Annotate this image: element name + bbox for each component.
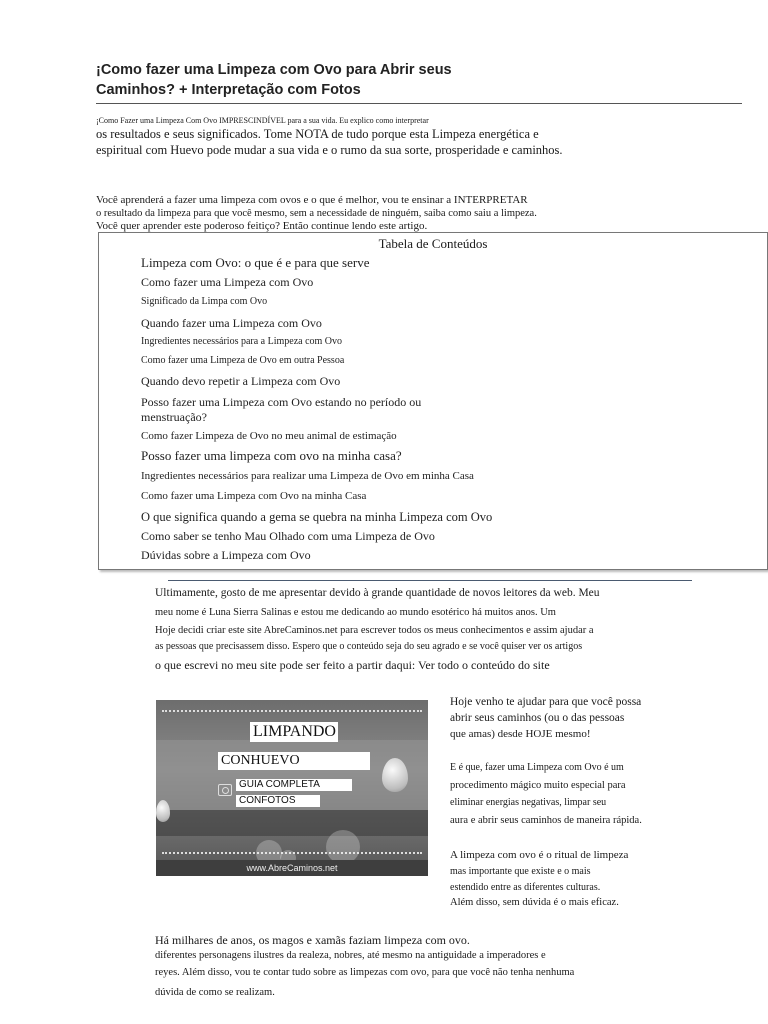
side-p2-line: aura e abrir seus caminhos de maneira rápida. [450,815,642,826]
toc-item[interactable]: Como saber se tenho Mau Olhado com uma Limpeza de Ovo [141,529,435,543]
intro-line-2: espiritual com Huevo pode mudar a sua vida e o rumo da sua sorte, prosperidade e caminhos. [96,143,563,157]
egg-illustration [382,758,408,792]
side-p1-line: Hoje venho te ajudar para que você possa [450,696,642,708]
history-line-4: dúvida de como se realizam. [155,987,275,998]
history-line-2: diferentes personagens ilustres da realeza, nobres, até mesmo na antiguidade a imperadores e [155,950,546,961]
toc-item[interactable]: Quando fazer uma Limpeza com Ovo [141,316,322,330]
banner-label-limpando: LIMPANDO [250,722,338,742]
side-p2-line: E é que, fazer uma Limpeza com Ovo é um [450,762,624,773]
history-line-3: reyes. Além disso, vou te contar tudo sobre as limpezas com ovo, para que você não tenha nenhuma [155,967,575,978]
bokeh-circle [326,830,360,864]
toc-item[interactable]: Dúvidas sobre a Limpeza com Ovo [141,548,311,562]
toc-item[interactable]: Ingredientes necessários para realizar uma Limpeza de Ovo em minha Casa [141,470,474,482]
toc-item[interactable]: Como fazer uma Limpeza de Ovo em outra Pessoa [141,355,345,366]
cleanse-banner-image [156,700,428,876]
history-line-1: Há milhares de anos, os magos e xamãs faziam limpeza com ovo. [155,933,470,947]
page-title-line-1: ¡Como fazer uma Limpeza com Ovo para Abrir seus [96,62,452,78]
toc-item[interactable]: Posso fazer uma limpeza com ovo na minha casa? [141,448,402,463]
toc-item[interactable]: Posso fazer uma Limpeza com Ovo estando no período ou [141,395,422,409]
table-of-contents [98,232,768,570]
about-line-3: Hoje decidi criar este site AbreCaminos.net para escrever todos os meus conhecimentos e assim ajudar a [155,625,594,636]
side-p3-line: estendido entre as diferentes culturas. [450,882,601,893]
intro-small: ¡Como Fazer uma Limpeza Com Ovo IMPRESCINDÍVEL para a sua vida. Eu explico como interpretar [96,116,429,125]
toc-item[interactable]: Significado da Limpa com Ovo [141,296,268,307]
banner-label-confotos: CONFOTOS [236,795,320,807]
toc-item-continued[interactable]: menstruação? [141,410,207,424]
egg-illustration [156,800,170,822]
section-divider [168,580,692,581]
banner-url: www.AbreCaminos.net [156,860,428,876]
toc-item[interactable]: Como fazer Limpeza de Ovo no meu animal de estimação [141,430,397,442]
toc-heading: Tabela de Conteúdos [378,236,488,251]
camera-icon [218,784,232,796]
toc-item[interactable]: Como fazer uma Limpeza com Ovo [141,275,314,289]
side-p3-line: A limpeza com ovo é o ritual de limpeza [450,849,629,861]
side-p3-line: Além disso, sem dúvida é o mais eficaz. [450,897,619,908]
toc-item[interactable]: Limpeza com Ovo: o que é e para que serve [141,255,370,270]
page-title-line-2: Caminhos? + Interpretação com Fotos [96,82,361,98]
learn-line-2: o resultado da limpeza para que você mesmo, sem a necessidade de ninguém, saiba como saiu a limpeza. [96,208,537,219]
toc-item[interactable]: Como fazer uma Limpeza com Ovo na minha Casa [141,490,367,502]
toc-item[interactable]: O que significa quando a gema se quebra na minha Limpeza com Ovo [141,510,493,524]
about-line-2: meu nome é Luna Sierra Salinas e estou me dedicando ao mundo esotérico há muitos anos. Um [155,607,556,618]
banner-label-conhuevo: CONHUEVO [218,752,370,770]
side-p1-line: abrir seus caminhos (ou o das pessoas [450,712,625,724]
banner-label-guia: GUIA COMPLETA [236,779,352,791]
side-p1-line: que amas) desde HOJE mesmo! [450,728,591,740]
about-line-1: Ultimamente, gosto de me apresentar devido à grande quantidade de novos leitores da web. Meu [155,587,600,599]
side-p2-line: eliminar energias negativas, limpar seu [450,797,607,808]
toc-item[interactable]: Ingredientes necessários para a Limpeza com Ovo [141,336,343,347]
about-line-5: o que escrevi no meu site pode ser feito a partir daqui: Ver todo o conteúdo do site [155,658,550,672]
side-p2-line: procedimento mágico muito especial para [450,780,626,791]
learn-line-1: Você aprenderá a fazer uma limpeza com ovos e o que é melhor, vou te ensinar a INTERPRETAR [96,194,528,206]
side-p3-line: mas importante que existe e o mais [450,866,591,877]
learn-line-3: Você quer aprender este poderoso feitiço? Então continue lendo este artigo. [96,220,428,232]
toc-item[interactable]: Quando devo repetir a Limpeza com Ovo [141,374,341,388]
intro-line-1: os resultados e seus significados. Tome NOTA de tudo porque esta Limpeza energética e [96,127,539,141]
about-line-4: as pessoas que precisassem disso. Espero que o conteúdo seja do seu agrado e se você quiser ver os artigos [155,641,583,652]
title-divider [96,103,742,104]
